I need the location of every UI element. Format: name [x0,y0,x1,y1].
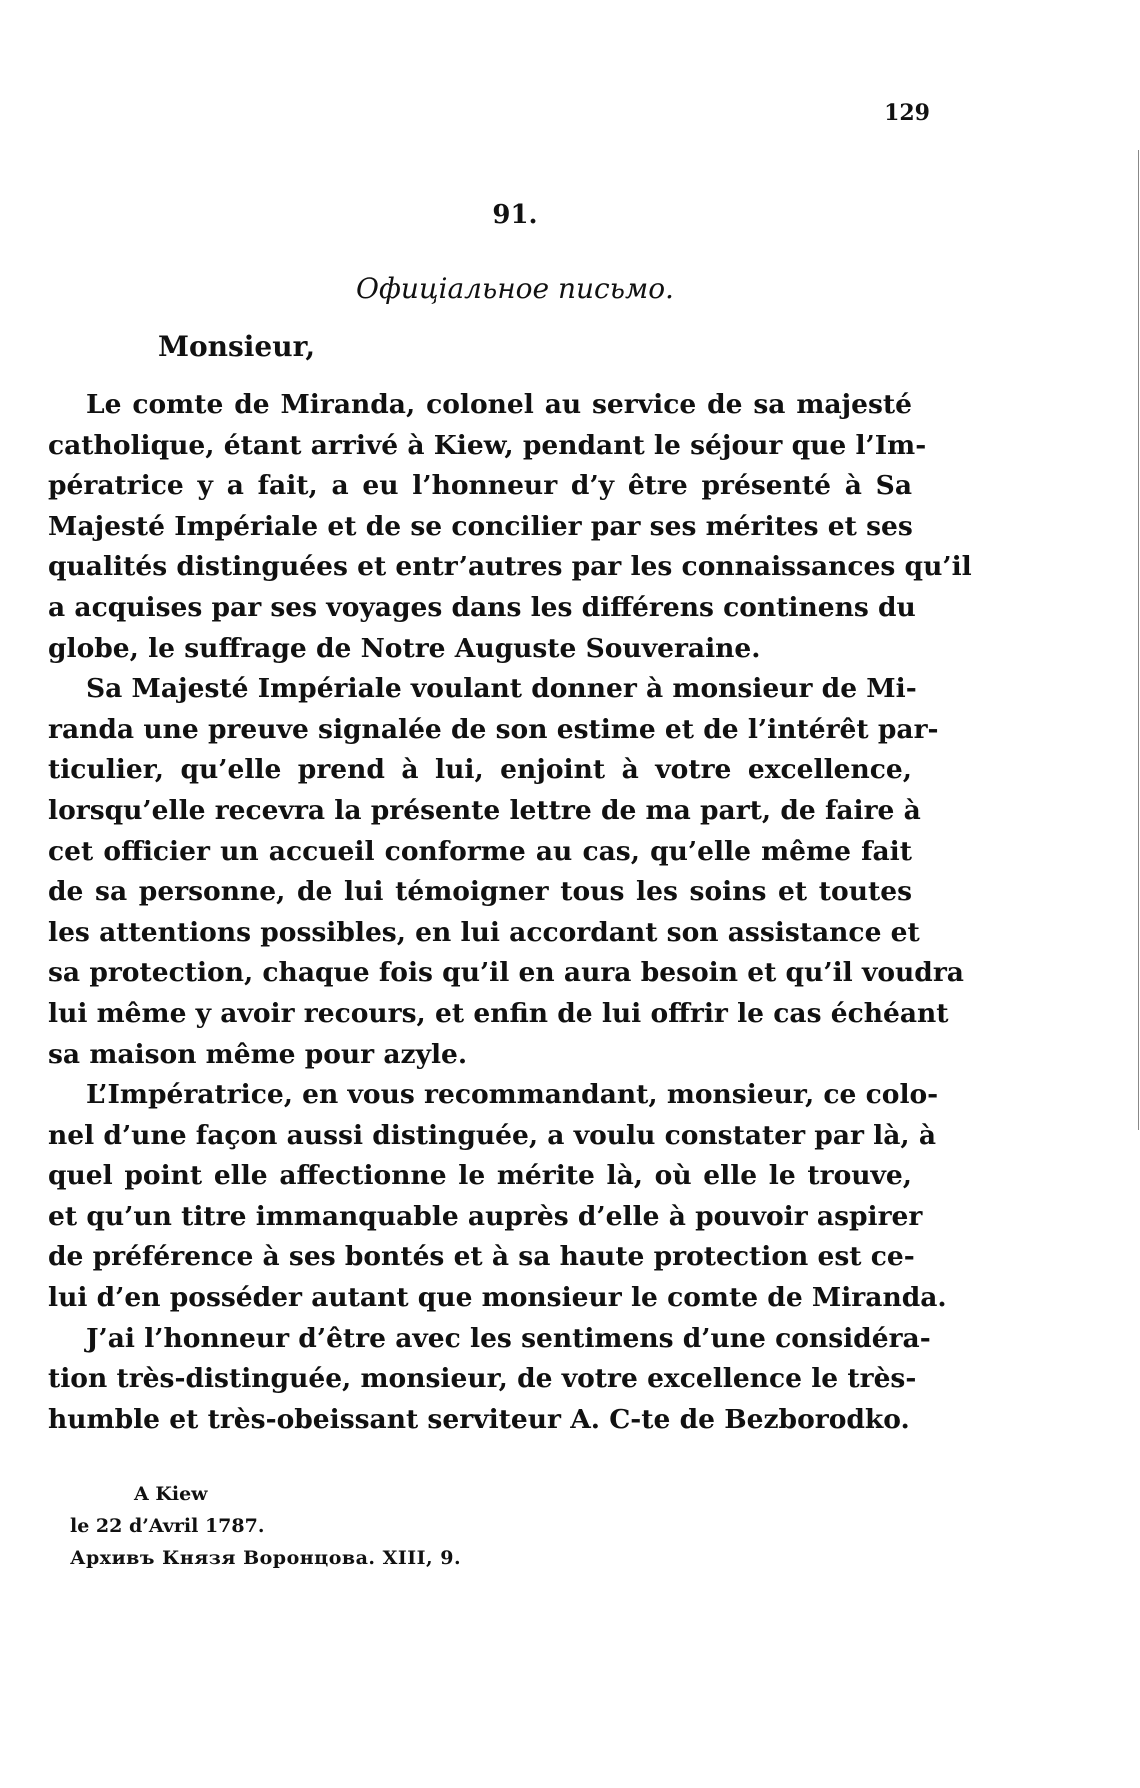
letter-body [48,385,972,1440]
footer-date: le 22 d’Avril 1787. [70,1515,265,1537]
body-line: humble et très-obeissant serviteur A. C-te de Bezborodko. [48,1403,910,1435]
body-line: Majesté Impériale et de se concilier par ses mérites et ses [48,510,913,542]
body-line: a acquises par ses voyages dans les différens continens du [48,591,916,623]
body-line: cet officier un accueil conforme au cas, qu’elle même fait [48,835,912,867]
body-line: et qu’un titre immanquable auprès d’elle à pouvoir aspirer [48,1200,923,1232]
body-line: lorsqu’elle recevra la présente lettre de ma part, de faire à [48,794,921,826]
body-line: L’Impératrice, en vous recommandant, monsieur, ce colo- [86,1079,939,1111]
body-line: quel point elle affectionne le mérite là, où elle le trouve, [48,1160,912,1192]
body-line: tion très-distinguée, monsieur, de votre excellence le très- [48,1363,917,1395]
salutation: Monsieur, [158,330,316,363]
document-number: 91. [492,200,538,230]
body-line: sa maison même pour azyle. [48,1038,468,1070]
page-number: 129 [884,100,930,126]
body-line: catholique, étant arrivé à Kiew, pendant le séjour que l’Im- [48,429,927,461]
page-edge-rule [1138,150,1139,1130]
body-line: nel d’une façon aussi distinguée, a voulu constater par là, à [48,1119,937,1151]
body-line: sa protection, chaque fois qu’il en aura besoin et qu’il voudra [48,957,964,989]
body-line: qualités distinguées et entr’autres par les connaissances qu’il [48,551,972,583]
body-line: ticulier, qu’elle prend à lui, enjoint à votre excellence, [48,754,912,786]
document-title: Офиціальное письмо. [356,272,674,305]
body-line: Sa Majesté Impériale voulant donner à monsieur de Mi- [86,673,917,705]
body-line: Le comte de Miranda, colonel au service de sa majesté [86,389,912,420]
body-line: globe, le suffrage de Notre Auguste Souveraine. [48,632,761,664]
body-line: randa une preuve signalée de son estime et de l’intérêt par- [48,713,939,745]
body-line: de préférence à ses bontés et à sa haute protection est ce- [48,1241,915,1273]
letter-footer [70,1478,461,1574]
footer-source: Архивъ Князя Воронцова. XIII, 9. [70,1547,462,1569]
footer-place: A Kiew [134,1483,208,1505]
body-line: lui même y avoir recours, et enfin de lui offrir le cas échéant [48,997,949,1029]
body-line: pératrice y a fait, a eu l’honneur d’y être présenté à Sa [48,470,912,502]
body-line: lui d’en posséder autant que monsieur le comte de Miranda. [48,1282,947,1314]
body-line: J’ai l’honneur d’être avec les sentimens d’une considéra- [86,1322,931,1354]
body-line: de sa personne, de lui témoigner tous les soins et toutes [48,876,912,908]
body-line: les attentions possibles, en lui accordant son assistance et [48,916,920,948]
